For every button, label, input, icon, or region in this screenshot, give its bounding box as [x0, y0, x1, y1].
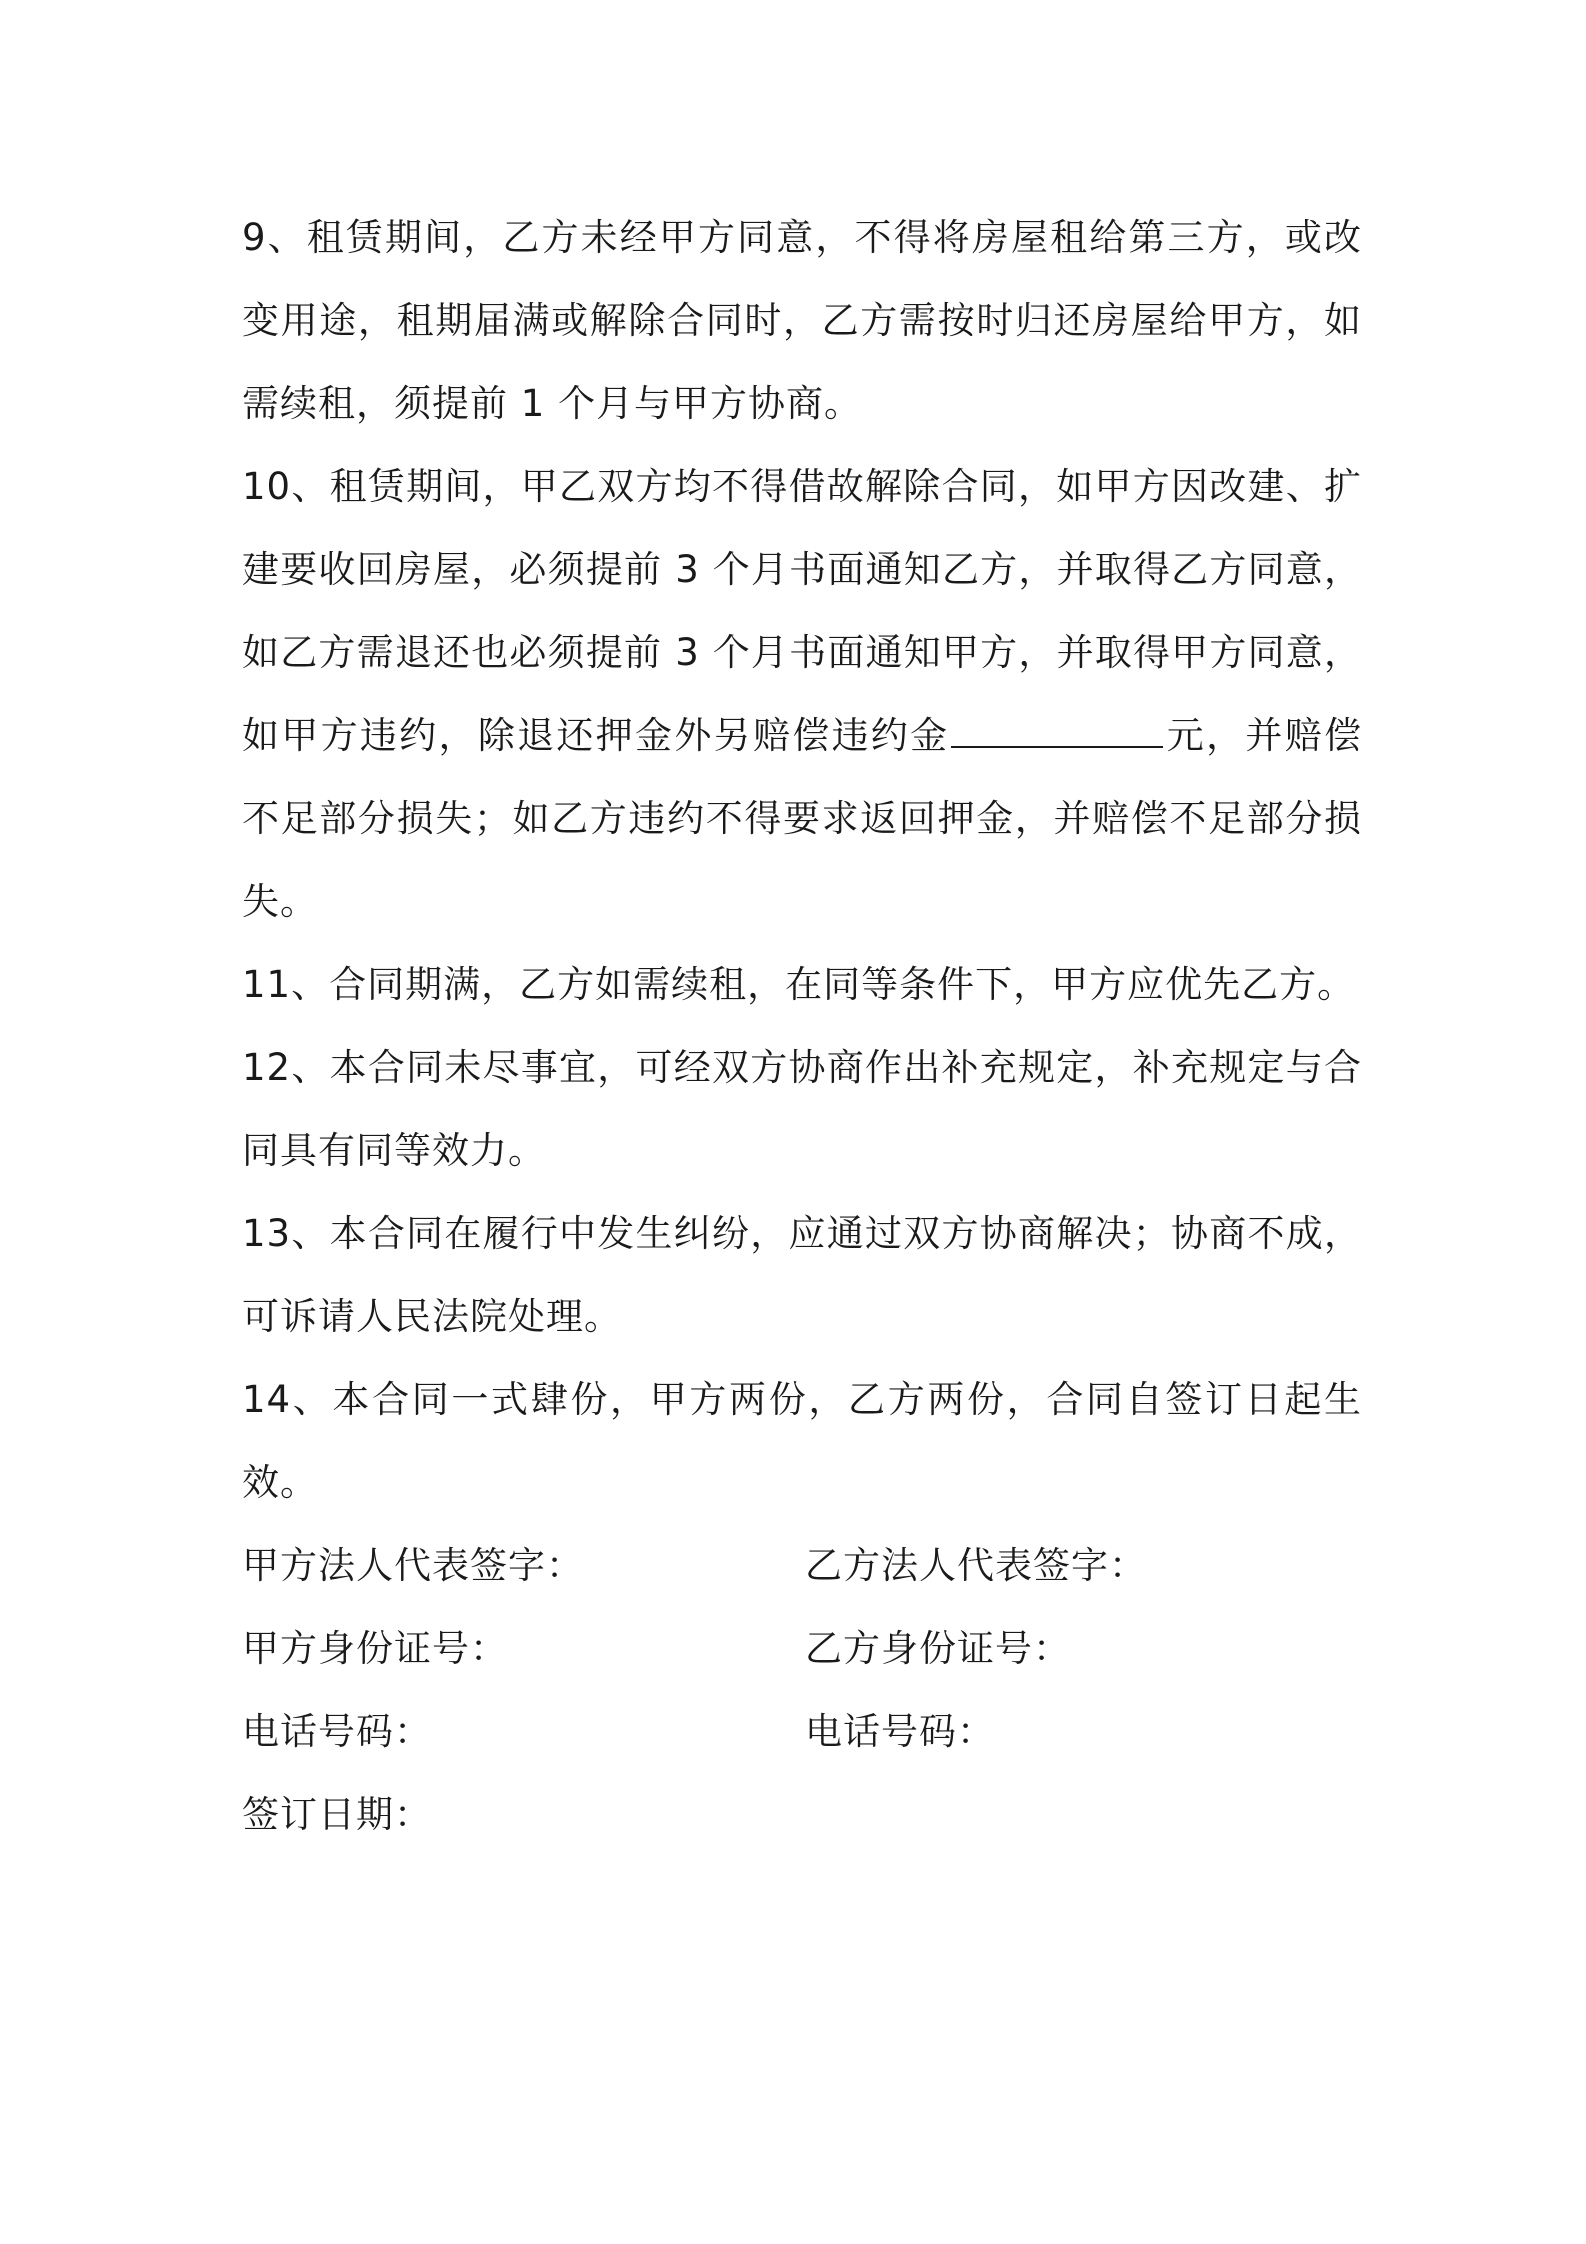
clause-12-text: 12、本合同未尽事宜，可经双方协商作出补充规定，补充规定与合同具有同等效力。: [242, 1046, 1362, 1172]
clause-9: [242, 196, 1362, 445]
clause-11: [242, 943, 1362, 1026]
party-a-rep-signature-label: 甲方法人代表签字：: [242, 1544, 584, 1587]
sign-date-label: 签订日期：: [242, 1793, 432, 1836]
signature-block: [242, 1524, 1362, 1856]
signature-row-phone: [242, 1690, 1362, 1773]
clause-12: [242, 1026, 1362, 1192]
clause-13: [242, 1192, 1362, 1358]
party-a-id-number-label: 甲方身份证号：: [242, 1627, 508, 1670]
signature-row-rep: [242, 1524, 1362, 1607]
contract-body: [242, 196, 1362, 1856]
signature-row-id: [242, 1607, 1362, 1690]
party-b-rep-signature-label: 乙方法人代表签字：: [805, 1544, 1147, 1587]
clause-10: [242, 445, 1362, 943]
clause-9-text: 9、租赁期间，乙方未经甲方同意，不得将房屋租给第三方，或改变用途，租期届满或解除合同时，乙方需按时归还房屋给甲方，如需续租，须提前 1 个月与甲方协商。: [242, 216, 1362, 425]
party-b-phone-label: 电话号码：: [805, 1710, 995, 1753]
clause-13-text: 13、本合同在履行中发生纠纷，应通过双方协商解决；协商不成，可诉请人民法院处理。: [242, 1212, 1362, 1338]
signature-row-date: [242, 1773, 1362, 1856]
party-a-phone-label: 电话号码：: [242, 1710, 432, 1753]
party-b-id-number-label: 乙方身份证号：: [805, 1627, 1071, 1670]
clause-11-text: 11、合同期满，乙方如需续租，在同等条件下，甲方应优先乙方。: [242, 963, 1356, 1006]
clause-14: [242, 1358, 1362, 1524]
clause-10-text-before: 10、租赁期间，甲乙双方均不得借故解除合同，如甲方因改建、扩建要收回房屋，必须提前 3 个月书面通知乙方，并取得乙方同意，如乙方需退还也必须提前 3 个月书面通知甲方，并取得甲方同意，如甲方违约，除退还押金外另赔偿违约金: [242, 465, 1362, 757]
clause-14-text: 14、本合同一式肆份，甲方两份，乙方两份，合同自签订日起生效。: [242, 1378, 1362, 1504]
penalty-amount-blank: [951, 716, 1163, 748]
clause-10-text-after: 元，并赔偿不足部分损失；如乙方违约不得要求返回押金，并赔偿不足部分损失。: [242, 714, 1363, 923]
